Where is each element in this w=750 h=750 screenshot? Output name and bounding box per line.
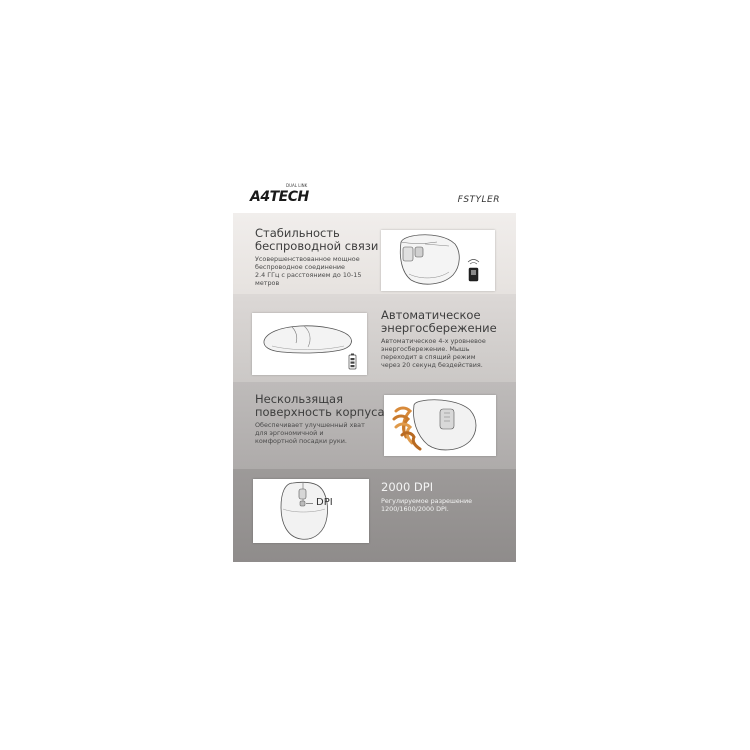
section-title: Стабильность беспроводной связи [255,226,379,253]
a4tech-logo: A4TECH DUAL LINK [250,183,309,205]
mouse-battery-icon [252,313,367,375]
mouse-dpi-icon [253,479,369,543]
product-info-sheet [233,175,516,562]
wireless-mouse-icon [381,230,495,291]
section-title: 2000 DPI [381,480,434,494]
section-description: Усовершенствованное мощное беспроводное соединение 2.4 ГГц с расстоянием до 10-15 метров [255,255,362,287]
dpi-callout: DPI [316,497,333,508]
section-description: Автоматическое 4-х уровневое энергосбережение. Мышь переходит в спящий режим через 20 секунд бездействия. [381,337,486,369]
section-grip [233,382,516,469]
section-power-saving [233,294,516,382]
section-title: Автоматическое энергосбережение [381,308,497,335]
header [233,175,516,213]
section-wireless [233,213,516,294]
section-description: Обеспечивает улучшенный хват для эргономичной и комфортной посадки руки. [255,421,365,445]
fstyler-logo: FSTYLER [457,195,500,205]
section-description: Регулируемое разрешение 1200/1600/2000 DPI. [381,497,473,513]
section-dpi [233,469,516,562]
section-title: Нескользящая поверхность корпуса [255,392,385,419]
mouse-grip-icon [384,395,496,456]
a4tech-logo-sub: DUAL LINK [286,183,308,188]
